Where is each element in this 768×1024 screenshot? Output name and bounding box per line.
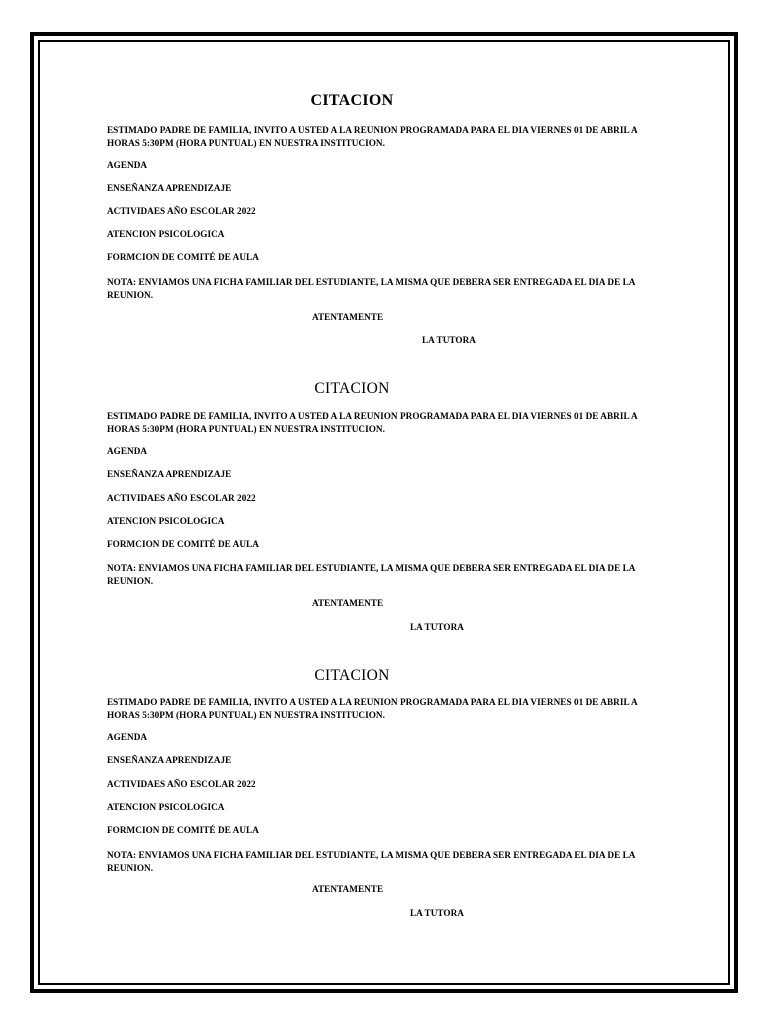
citation-title: CITACION xyxy=(314,667,390,684)
agenda-label: AGENDA xyxy=(107,446,148,456)
closing-text: ATENTAMENTE xyxy=(312,312,384,322)
agenda-label: AGENDA xyxy=(107,732,148,742)
signature-text: LA TUTORA xyxy=(410,908,464,918)
agenda-item: ATENCION PSICOLOGICA xyxy=(107,229,225,239)
closing-text: ATENTAMENTE xyxy=(312,598,384,608)
agenda-item: ENSEÑANZA APRENDIZAJE xyxy=(107,469,232,479)
citation-intro: ESTIMADO PADRE DE FAMILIA, INVITO A USTED A LA REUNION PROGRAMADA PARA EL DIA VIERNES 01 DE ABRIL A HORAS 5:30PM (HORA PUNTUAL) EN NUESTRA INSTITUCION. xyxy=(107,411,638,434)
signature-text: LA TUTORA xyxy=(422,335,476,345)
closing-text: ATENTAMENTE xyxy=(312,884,384,894)
citation-note: NOTA: ENVIAMOS UNA FICHA FAMILIAR DEL ESTUDIANTE, LA MISMA QUE DEBERA SER ENTREGADA EL DIA DE LA REUNION. xyxy=(107,563,635,586)
citation-title: CITACION xyxy=(314,380,390,397)
citation-title: CITACION xyxy=(310,92,394,109)
page-border-inner xyxy=(38,40,730,985)
agenda-item: FORMCION DE COMITÉ DE AULA xyxy=(107,539,259,549)
agenda-item: FORMCION DE COMITÉ DE AULA xyxy=(107,825,259,835)
agenda-item: ATENCION PSICOLOGICA xyxy=(107,516,225,526)
agenda-item: ENSEÑANZA APRENDIZAJE xyxy=(107,183,232,193)
agenda-label: AGENDA xyxy=(107,160,148,170)
agenda-item: ATENCION PSICOLOGICA xyxy=(107,802,225,812)
agenda-item: ACTIVIDAES AÑO ESCOLAR 2022 xyxy=(107,206,256,216)
citation-note: NOTA: ENVIAMOS UNA FICHA FAMILIAR DEL ESTUDIANTE, LA MISMA QUE DEBERA SER ENTREGADA EL DIA DE LA REUNION. xyxy=(107,277,635,300)
signature-text: LA TUTORA xyxy=(410,622,464,632)
agenda-item: ACTIVIDAES AÑO ESCOLAR 2022 xyxy=(107,493,256,503)
citation-note: NOTA: ENVIAMOS UNA FICHA FAMILIAR DEL ESTUDIANTE, LA MISMA QUE DEBERA SER ENTREGADA EL DIA DE LA REUNION. xyxy=(107,850,635,873)
agenda-item: ENSEÑANZA APRENDIZAJE xyxy=(107,755,232,765)
agenda-item: ACTIVIDAES AÑO ESCOLAR 2022 xyxy=(107,779,256,789)
citation-intro: ESTIMADO PADRE DE FAMILIA, INVITO A USTED A LA REUNION PROGRAMADA PARA EL DIA VIERNES 01 DE ABRIL A HORAS 5:30PM (HORA PUNTUAL) EN NUESTRA INSTITUCION. xyxy=(107,697,638,720)
agenda-item: FORMCION DE COMITÉ DE AULA xyxy=(107,252,259,262)
citation-intro: ESTIMADO PADRE DE FAMILIA, INVITO A USTED A LA REUNION PROGRAMADA PARA EL DIA VIERNES 01 DE ABRIL A HORAS 5:30PM (HORA PUNTUAL) EN NUESTRA INSTITUCION. xyxy=(107,125,638,148)
